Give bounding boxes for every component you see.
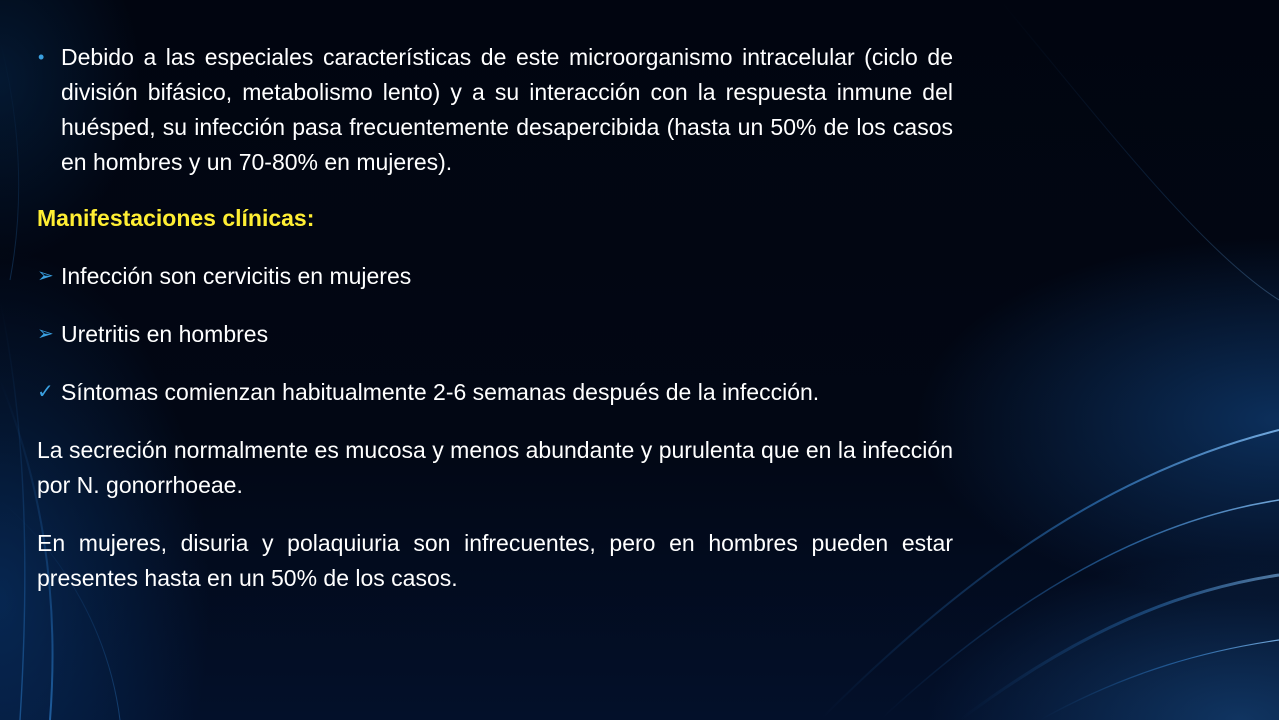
section-heading: Manifestaciones clínicas: bbox=[37, 205, 315, 231]
list-item bbox=[37, 259, 953, 294]
arrow-bullet-icon: ➢ bbox=[37, 265, 54, 287]
arrow-bullet-icon: ➢ bbox=[37, 323, 54, 345]
list-item bbox=[37, 375, 953, 410]
intro-bullet-paragraph bbox=[37, 40, 953, 180]
round-bullet-icon: • bbox=[38, 47, 45, 67]
list-item-text: Uretritis en hombres bbox=[61, 321, 269, 347]
slide-content bbox=[37, 40, 953, 619]
list-item bbox=[37, 317, 953, 352]
list-item-text: Infección son cervicitis en mujeres bbox=[61, 263, 412, 289]
body-paragraph: La secreción normalmente es mucosa y menos abundante y purulenta que en la infección por N. gonorrhoeae. bbox=[37, 437, 953, 498]
checkmark-bullet-icon: ✓ bbox=[37, 381, 54, 403]
body-paragraph: En mujeres, disuria y polaquiuria son infrecuentes, pero en hombres pueden estar presentes hasta en un 50% de los casos. bbox=[37, 530, 953, 591]
intro-bullet-text: Debido a las especiales características de este microorganismo intracelular (ciclo de división bifásico, metabolismo lento) y a su interacción con la respuesta inmune del huésped, su infección pasa frecuentemente desapercibida (hasta un 50% de los casos en hombres y un 70-80% en mujeres). bbox=[61, 44, 953, 175]
list-item-text: Síntomas comienzan habitualmente 2-6 semanas después de la infección. bbox=[61, 379, 820, 405]
